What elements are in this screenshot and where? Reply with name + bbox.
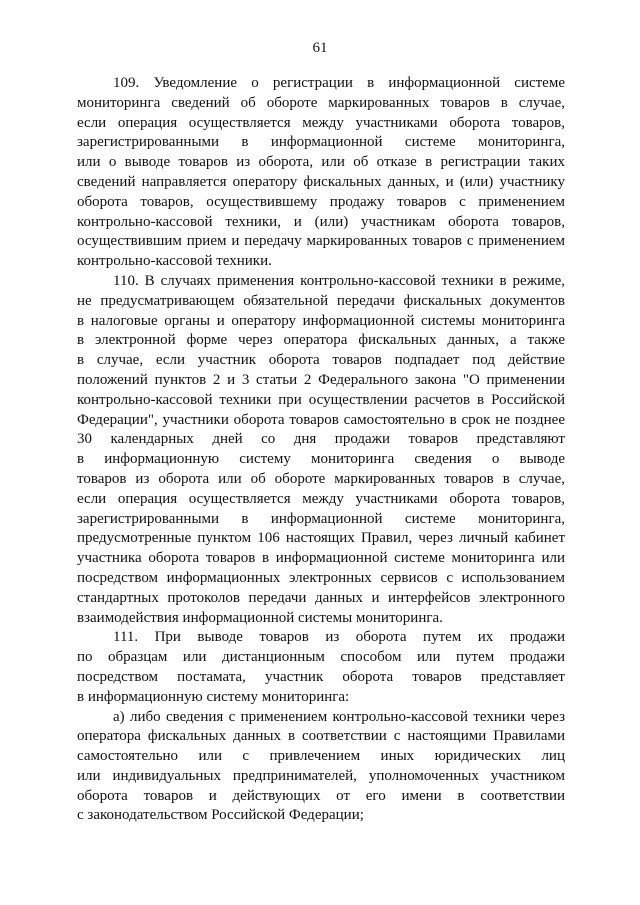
text-line: 110. В случаях применения контрольно-кассовой техники в режиме, xyxy=(113,272,565,289)
text-line: мониторинга сведений об обороте маркированных товаров в случае, xyxy=(77,94,565,111)
text-line: а) либо сведения с применением контрольно-кассовой техники через xyxy=(113,708,565,725)
text-line: оборота товаров, осуществившему продажу товаров с применением xyxy=(77,193,565,210)
text-line: или индивидуальных предпринимателей, уполномоченных участником xyxy=(77,767,565,784)
document-body xyxy=(77,74,565,826)
text-line: с законодательством Российской Федерации; xyxy=(77,807,364,824)
text-line: контрольно-кассовой техники, и (или) участникам оборота товаров, xyxy=(77,213,565,230)
text-line: взаимодействия информационной системы мониторинга. xyxy=(77,609,443,626)
text-line: контрольно-кассовой техники. xyxy=(77,253,272,270)
text-line: в информационную систему мониторинга сведения о выводе xyxy=(77,451,565,468)
text-line: или о выводе товаров из оборота, или об отказе в регистрации таких xyxy=(77,154,565,171)
text-line: если операция осуществляется между участниками оборота товаров, xyxy=(77,114,565,131)
text-line: оборота товаров и действующих от его имени в соответствии xyxy=(77,787,565,804)
text-line: предусмотренные пунктом 106 настоящих Правил, через личный кабинет xyxy=(77,530,565,547)
text-line: стандартных протоколов передачи данных и интерфейсов электронного xyxy=(77,589,565,606)
text-line: 109. Уведомление о регистрации в информационной системе xyxy=(113,75,565,91)
text-line: в информационную систему мониторинга: xyxy=(77,688,350,705)
text-line: сведений направляется оператору фискальных данных, и (или) участнику xyxy=(77,173,565,190)
text-line: в электронной форме через оператора фискальных данных, а также xyxy=(77,332,565,349)
text-line: посредством постамата, участник оборота товаров представляет xyxy=(77,668,565,685)
text-line: оператора фискальных данных в соответствии с настоящими Правилами xyxy=(77,728,565,745)
text-line: участника оборота товаров в информационной системе мониторинга или xyxy=(77,550,565,567)
text-line: не предусматривающем обязательной передачи фискальных документов xyxy=(77,292,565,309)
text-line: 30 календарных дней со дня продажи товаров представляют xyxy=(77,431,565,448)
page-number: 61 xyxy=(312,40,328,56)
text-line: посредством информационных электронных сервисов с использованием xyxy=(77,569,565,586)
text-line: по образцам или дистанционным способом или путем продажи xyxy=(77,649,565,666)
text-line: Федерации", участники оборота товаров самостоятельно в срок не позднее xyxy=(77,411,565,428)
text-line: 111. При выводе товаров из оборота путем их продажи xyxy=(113,629,565,646)
text-line: самостоятельно или с привлечением иных юридических лиц xyxy=(77,748,565,765)
text-line: если операция осуществляется между участниками оборота товаров, xyxy=(77,490,565,507)
text-line: в случае, если участник оборота товаров подпадает под действие xyxy=(77,352,565,369)
paragraph-111 xyxy=(77,628,565,707)
paragraph-109 xyxy=(77,74,565,272)
text-line: зарегистрированными в информационной системе мониторинга, xyxy=(77,510,565,527)
text-line: контрольно-кассовой техники при осуществлении расчетов в Российской xyxy=(77,391,565,408)
paragraph-111-a xyxy=(77,708,565,827)
text-line: положений пунктов 2 и 3 статьи 2 Федерального закона "О применении xyxy=(77,371,565,388)
paragraph-110 xyxy=(77,272,565,628)
text-line: товаров из оборота или об обороте маркированных товаров в случае, xyxy=(77,470,565,487)
text-line: в налоговые органы и оператору информационной системы мониторинга xyxy=(77,312,565,329)
text-line: осуществившим прием и передачу маркированных товаров с применением xyxy=(77,233,565,250)
text-line: зарегистрированными в информационной системе мониторинга, xyxy=(77,134,565,151)
